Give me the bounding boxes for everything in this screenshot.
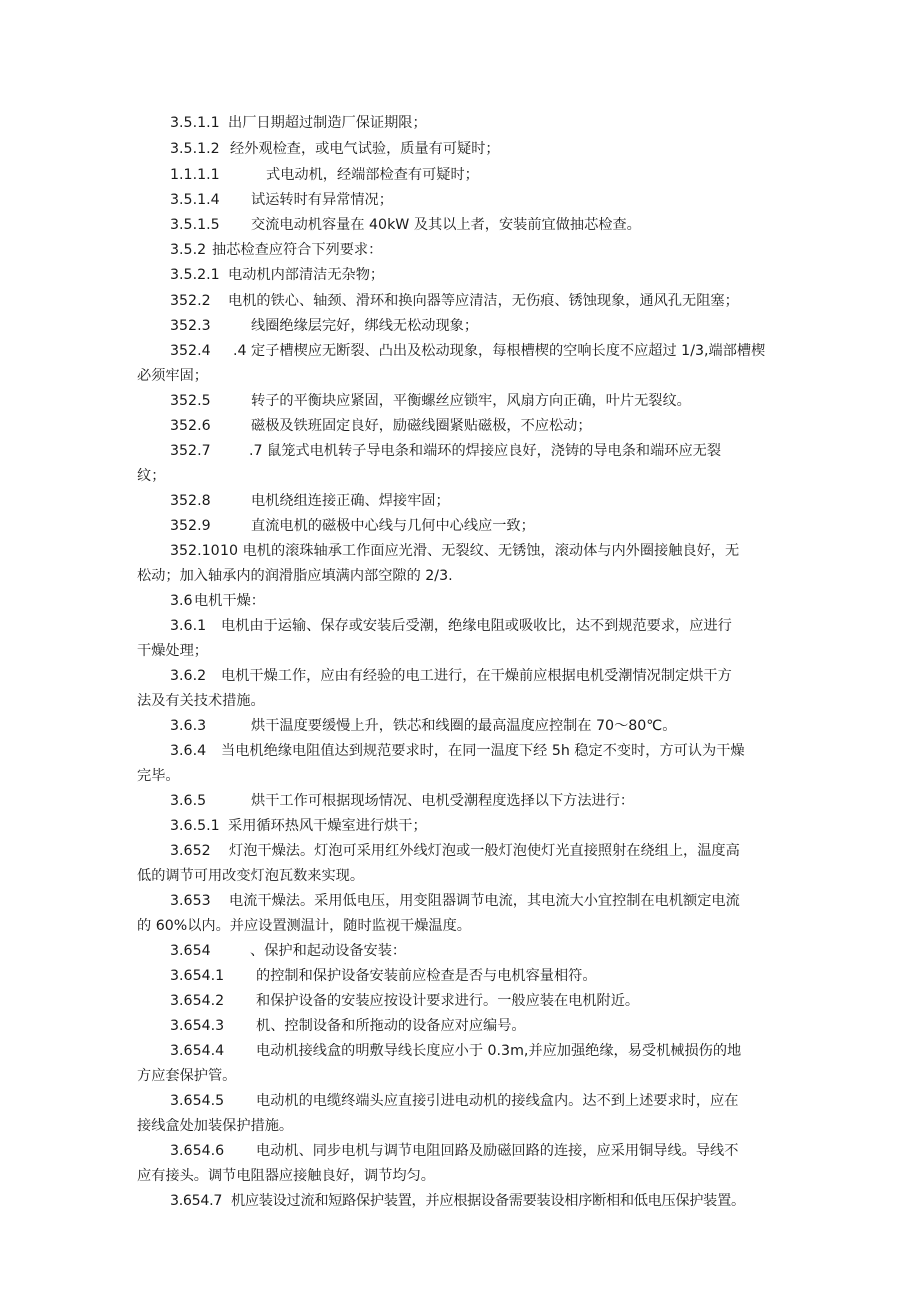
clause-number: 3.5.1.4 [170, 192, 220, 208]
clause-number: 3.652 [170, 843, 211, 859]
clause-text-continued: 必须牢固； [137, 368, 208, 384]
clause-text: 电机绕组连接正确、焊接牢固； [251, 493, 450, 509]
clause-text: 灯泡干燥法。灯泡可采用红外线灯泡或一般灯泡使灯光直接照射在绕组上，温度高 [229, 843, 740, 859]
clause-text: 采用循环热风干燥室进行烘干； [228, 818, 427, 834]
clause-text: 电动机接线盒的明敷导线长度应小于 0.3m,并应加强绝缘，易受机械损伤的地 [256, 1043, 742, 1059]
clause-number: 352.7 [170, 443, 211, 459]
clause-number: 3.5.1.5 [170, 217, 220, 233]
clause-number: 352.8 [170, 493, 211, 509]
clause-text: 电动机的电缆终端头应直接引进电动机的接线盒内。达不到上述要求时，应在 [256, 1093, 739, 1109]
clause-text: 、保护和起动设备安装： [250, 943, 407, 959]
clause-text-continued: 干燥处理； [137, 643, 208, 659]
clause-number: 352.5 [170, 393, 211, 409]
clause-number: 3.6 [170, 593, 193, 609]
clause-number: 352.2 [170, 293, 211, 309]
clause-text: 电机干燥： [194, 593, 265, 609]
clause-text-continued: 接线盒处加装保护措施。 [137, 1118, 294, 1134]
clause-text-continued: 法及有关技术措施。 [137, 693, 265, 709]
clause-number: 352.9 [170, 518, 211, 534]
clause-text: 电机干燥工作，应由有经验的电工进行，在干燥前应根据电机受潮情况制定烘干方 [221, 668, 732, 684]
clause-text: 烘干温度要缓慢上升，铁芯和线圈的最高温度应控制在 70～80℃。 [251, 718, 677, 734]
clause-text: 10 电机的滚珠轴承工作面应光滑、无裂纹、无锈蚀，滚动体与内外圈接触良好，无 [220, 543, 740, 559]
clause-text: 当电机绝缘电阻值达到规范要求时，在同一温度下经 5h 稳定不变时，方可认为干燥 [221, 743, 745, 759]
clause-number: 3.6.1 [170, 618, 207, 634]
clause-number: 352.6 [170, 418, 211, 434]
clause-text-continued: 完毕。 [137, 768, 180, 784]
clause-number: 3.6.3 [170, 718, 207, 734]
clause-text: 机应装设过流和短路保护装置，并应根据设备需要装设相序断相和低电压保护装置。 [231, 1193, 745, 1209]
clause-number: 3.6.5.1 [170, 818, 220, 834]
clause-text: .7 鼠笼式电机转子导电条和端环的焊接应良好，浇铸的导电条和端环应无裂 [249, 443, 722, 459]
clause-text-continued: 纹； [137, 468, 166, 484]
clause-number: 3.6.5 [170, 793, 207, 809]
clause-text: .4 定子槽楔应无断裂、凸出及松动现象，每根槽楔的空响长度不应超过 1/3,端部槽楔 [233, 343, 766, 359]
clause-text-continued: 应有接头。调节电阻器应接触良好，调节均匀。 [137, 1168, 435, 1184]
clause-text: 烘干工作可根据现场情况、电机受潮程度选择以下方法进行： [251, 793, 635, 809]
clause-text: 的控制和保护设备安装前应检查是否与电机容量相符。 [256, 968, 597, 984]
clause-number: 3.654.6 [170, 1143, 225, 1159]
clause-number: 3.5.1.1 [170, 115, 220, 131]
clause-number: 3.654.2 [170, 993, 225, 1009]
clause-text: 磁极及铁班固定良好，励磁线圈紧贴磁极，不应松动； [251, 418, 592, 434]
clause-number: 3.5.1.2 [170, 141, 220, 157]
clause-number: 3.654.1 [170, 968, 225, 984]
clause-number: 3.5.2.1 [170, 267, 220, 283]
clause-number: 3.6.4 [170, 743, 207, 759]
clause-number: 3.654.3 [170, 1018, 225, 1034]
clause-number: 3.654.4 [170, 1043, 225, 1059]
clause-number: 352.10 [170, 543, 220, 559]
clause-text-continued: 低的调节可用改变灯泡瓦数来实现。 [137, 868, 365, 884]
clause-text: 转子的平衡块应紧固，平衡螺丝应锁牢，风扇方向正确，叶片无裂纹。 [251, 393, 691, 409]
clause-text: 机、控制设备和所拖动的设备应对应编号。 [256, 1018, 526, 1034]
clause-number: 3.653 [170, 893, 211, 909]
clause-text-continued: 的 60%以内。并应设置测温计，随时监视干燥温度。 [137, 918, 471, 934]
clause-text: 电动机内部清洁无杂物； [228, 267, 385, 283]
clause-text: 电机的铁心、轴颈、滑环和换向器等应清洁，无伤痕、锈蚀现象，通风孔无阻塞； [228, 293, 739, 309]
clause-text: 试运转时有异常情况； [251, 192, 393, 208]
clause-text: 直流电机的磁极中心线与几何中心线应一致； [251, 518, 535, 534]
clause-text: 经外观检查，或电气试验，质量有可疑时； [230, 141, 500, 157]
clause-text: 电流干燥法。采用低电压，用变阻器调节电流，其电流大小宜控制在电机额定电流 [229, 893, 740, 909]
clause-text-continued: 方应套保护管。 [137, 1068, 237, 1084]
clause-text: 出厂日期超过制造厂保证期限； [228, 115, 427, 131]
clause-text: 式电动机，经端部检查有可疑时； [266, 167, 479, 183]
clause-number: 3.5.2 [170, 242, 207, 258]
clause-number: 352.4 [170, 343, 211, 359]
clause-number: 1.1.1.1 [170, 167, 220, 183]
clause-text: 电动机、同步电机与调节电阻回路及励磁回路的连接，应采用铜导线。导线不 [256, 1143, 739, 1159]
clause-text: 电机由于运输、保存或安装后受潮，绝缘电阻或吸收比，达不到规范要求，应进行 [221, 618, 732, 634]
clause-text-continued: 松动；加入轴承内的润滑脂应填满内部空隙的 2/3. [137, 568, 453, 584]
clause-number: 3.654.5 [170, 1093, 225, 1109]
clause-text: 线圈绝缘层完好，绑线无松动现象； [251, 318, 479, 334]
clause-number: 3.654.7 [170, 1193, 223, 1209]
clause-text: 和保护设备的安装应按设计要求进行。一般应装在电机附近。 [256, 993, 640, 1009]
clause-text: 抽芯检查应符合下列要求： [212, 242, 383, 258]
clause-text: 交流电动机容量在 40kW 及其以上者，安装前宜做抽芯检查。 [251, 217, 641, 233]
clause-number: 352.3 [170, 318, 211, 334]
clause-number: 3.654 [170, 943, 211, 959]
clause-number: 3.6.2 [170, 668, 207, 684]
